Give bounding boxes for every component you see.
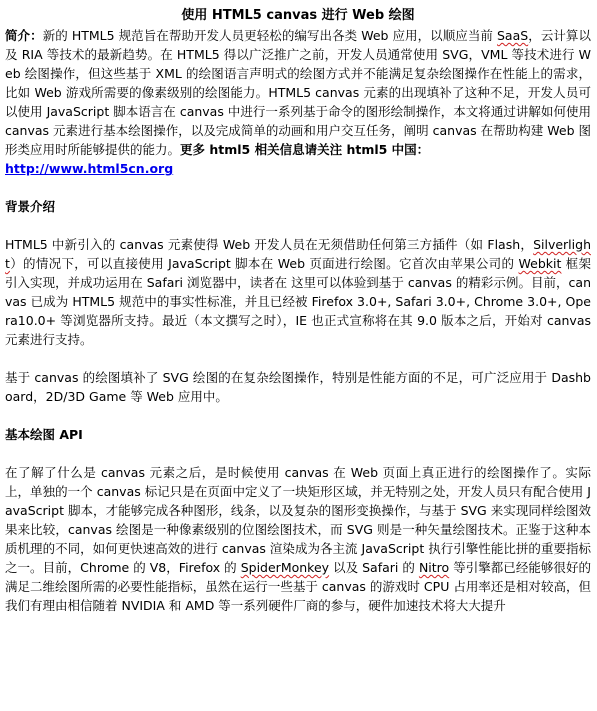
spellcheck-word-spidermonkey: SpiderMonkey bbox=[240, 560, 330, 575]
blank-line bbox=[5, 406, 591, 425]
intro-paragraph bbox=[5, 26, 591, 159]
background-paragraph-2: 基于 canvas 的绘图填补了 SVG 绘图的在复杂绘图操作，特别是性能方面的不足，可广泛应用于 Dashboard，2D/3D Game 等 Web 应用中。 bbox=[5, 370, 591, 404]
spellcheck-word-silverlight: Silverlight bbox=[5, 237, 591, 271]
intro-more-info: 更多 html5 相关信息请关注 html5 中国： bbox=[180, 142, 430, 157]
spellcheck-word-nitro: Nitro bbox=[418, 560, 450, 575]
html5cn-link[interactable]: http://www.html5cn.org bbox=[5, 161, 174, 176]
document-title: 使用 HTML5 canvas 进行 Web 绘图 bbox=[181, 8, 415, 23]
spellcheck-word-saas: SaaS bbox=[497, 28, 529, 43]
document-page bbox=[5, 6, 591, 615]
blank-line bbox=[5, 216, 591, 235]
basic-api-text-3: 等引擎都已经能够很好的满足二维绘图所需的必要性能指标，虽然在运行一些基于 canvas 的游戏时 CPU 占用率还是相对较高，但我们有理由相信随着 NVIDIA 和 AMD 等一系列硬件厂商的参与，硬件加速技术将大大提升 bbox=[5, 560, 591, 613]
blank-line bbox=[5, 349, 591, 368]
background-paragraph-1 bbox=[5, 235, 591, 349]
blank-line bbox=[5, 178, 591, 197]
basic-api-text-1: 在了解了什么是 canvas 元素之后，是时候使用 canvas 在 Web 页面上真正进行的绘图操作了。实际上，单独的一个 canvas 标记只是在页面中定义了一块矩形区域，并无特别之处，开发人员只有配合使用 JavaScript 脚本，才能够完成各种图形，线条，以及复杂的图形变换操作，与基于 SVG 来实现同样绘图效果来比较，canvas 绘图是一种像素级别的位图绘图技术，而 SVG 则是一种矢量绘图技术。正鉴于这种本质机理的不同，如何更快速高效的进行 canvas 渲染成为各主流 JavaScript 执行引擎性能比拼的重要指标之一。目前，Chrome 的 V8，Firefox 的 bbox=[5, 465, 591, 575]
intro-text-1: 新的 HTML5 规范旨在帮助开发人员更轻松的编写出各类 Web 应用，以顺应当前 bbox=[42, 28, 497, 43]
section-heading-background: 背景介绍 bbox=[5, 199, 56, 214]
basic-api-text-2: 以及 Safari 的 bbox=[329, 560, 419, 575]
section-heading-basic-api: 基本绘图 API bbox=[5, 427, 83, 442]
spellcheck-word-webkit: Webkit bbox=[518, 256, 562, 271]
background-text-2: ）的情况下，可以直接使用 JavaScript 脚本在 Web 页面进行绘图。它首次由苹果公司的 bbox=[9, 256, 519, 271]
intro-text-2: ，云计算以及 RIA 等技术的最新趋势。在 HTML5 得以广泛推广之前，开发人员通常使用 SVG，VML 等技术进行 Web 绘图操作，但这些基于 XML 的绘图语言声明式的绘图方式并不能满足复杂绘图操作在性能上的需求，比如 Web 游戏所需要的像素级别的绘图能力。HTML5 canvas 元素的出现填补了这种不足，开发人员可以使用 JavaScript 脚本语言在 canvas 中进行一系列基于命令的图形绘制操作，本文将通过讲解如何使用 canvas 元素进行基本绘图操作，以及完成简单的动画和用户交互任务，阐明 canvas 在帮助构建 Web 图形类应用时所能够提供的能力。 bbox=[5, 28, 591, 157]
blank-line bbox=[5, 444, 591, 463]
basic-api-paragraph bbox=[5, 463, 591, 615]
intro-label: 简介： bbox=[5, 28, 43, 43]
background-text-3: 框架引入实现，并成功运用在 Safari 浏览器中，读者在 这里可以体验到基于 canvas 的精彩示例。目前，canvas 已成为 HTML5 规范中的事实性标准，并且已经被 Firefox 3.0+, Safari 3.0+, Chrome 3.0+, Opera10.0+ 等浏览器所支持。最近（本文撰写之时），IE 也正式宣称将在其 9.0 版本之后，开始对 canvas 元素进行支持。 bbox=[5, 256, 591, 347]
background-text-1: HTML5 中新引入的 canvas 元素使得 Web 开发人员在无须借助任何第三方插件（如 Flash， bbox=[5, 237, 534, 252]
